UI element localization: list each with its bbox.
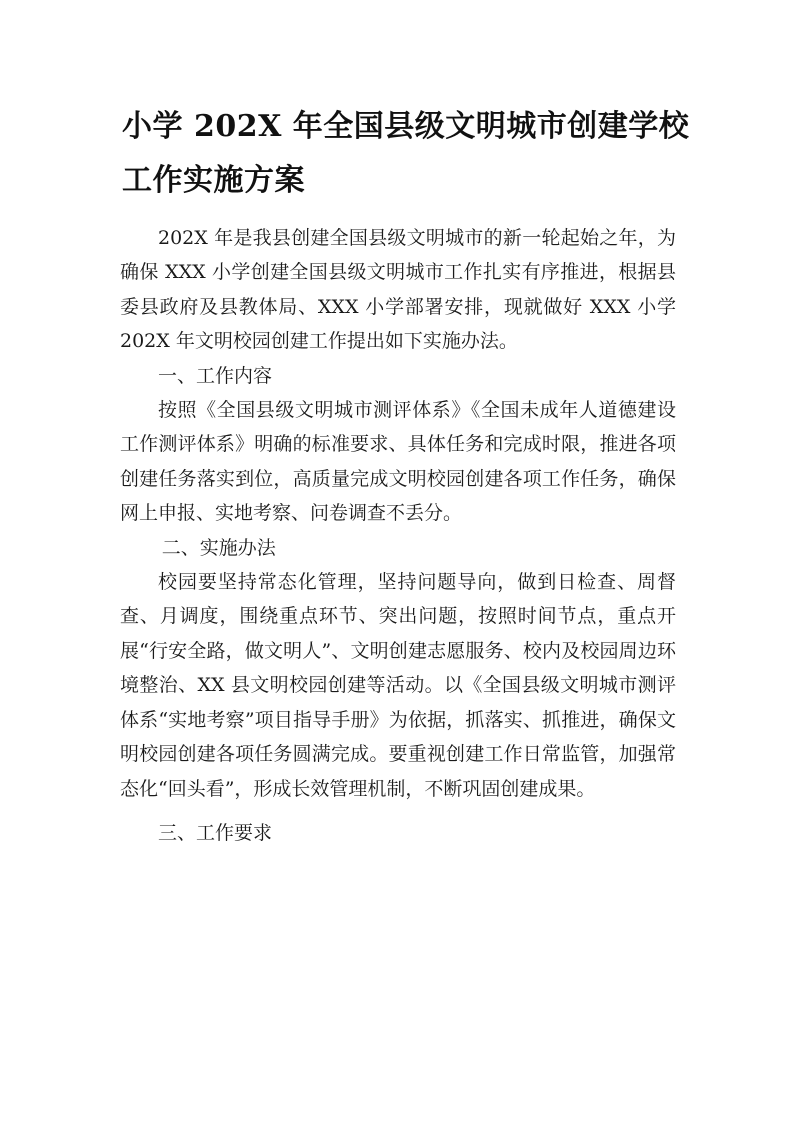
section-paragraph-work-content: 按照《全国县级文明城市测评体系》《全国未成年人道德建设工作测评体系》明确的标准要求、具体任务和完成时限，推进各项创建任务落实到位，高质量完成文明校园创建各项工作任务，确保网上申报、实地考察、问卷调查不丢分。 xyxy=(120,399,676,525)
section-heading-implementation: 二、实施办法 xyxy=(161,536,276,559)
document-body xyxy=(120,221,676,850)
section-heading-work-content: 一、工作内容 xyxy=(158,364,273,387)
document-title: 小学 202X 年全国县级文明城市创建学校工作实施方案 xyxy=(122,109,690,198)
section-paragraph-implementation: 校园要坚持常态化管理，坚持问题导向，做到日检查、周督查、月调度，围绕重点环节、突出问题，按照时间节点，重点开展“行安全路，做文明人”、文明创建志愿服务、校内及校园周边环境整治、XX 县文明校园创建等活动。以《全国县级文明城市测评体系“实地考察”项目指导手册》为依据，抓落实、抓推进，确保文明校园创建各项任务圆满完成。要重视创建工作日常监管，加强常态化“回头看”，形成长效管理机制，不断巩固创建成果。 xyxy=(120,571,676,800)
intro-paragraph: 202X 年是我县创建全国县级文明城市的新一轮起始之年，为确保 XXX 小学创建全国县级文明城市工作扎实有序推进，根据县委县政府及县教体局、XXX 小学部署安排，现就做好 XXX 小学 202X 年文明校园创建工作提出如下实施办法。 xyxy=(120,227,676,353)
section-heading-requirements: 三、工作要求 xyxy=(158,821,273,844)
